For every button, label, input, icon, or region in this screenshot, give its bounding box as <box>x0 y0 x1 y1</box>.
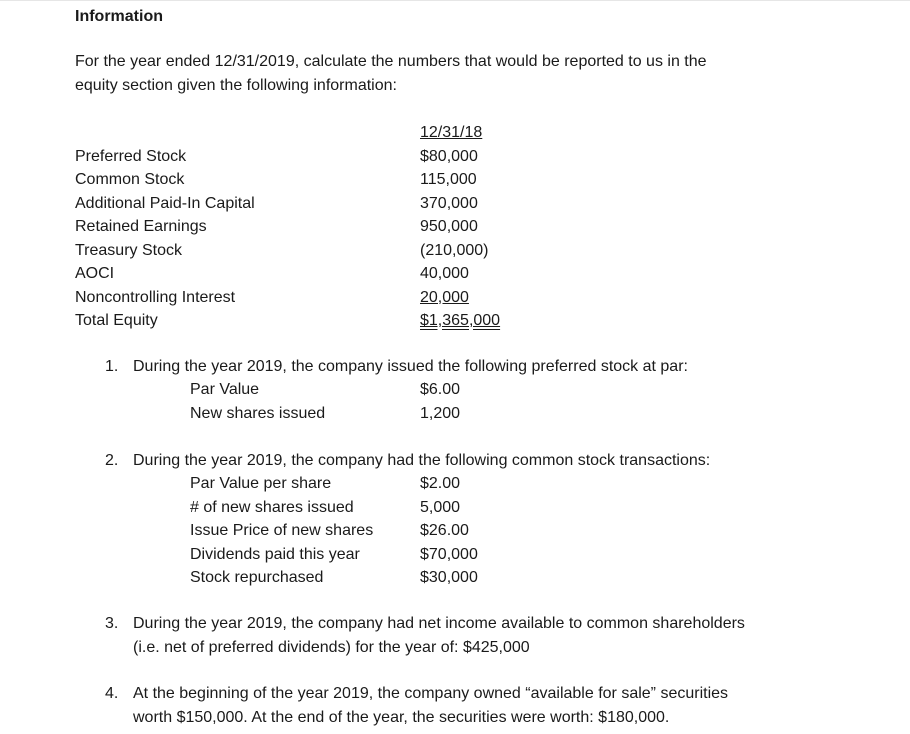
balance-total-label: Total Equity <box>75 312 158 329</box>
balance-date-header: 12/31/18 <box>420 124 483 141</box>
list-item-number: 1. <box>105 358 119 375</box>
detail-value: $2.00 <box>420 475 461 492</box>
balance-row-label: Additional Paid-In Capital <box>75 194 255 212</box>
detail-value: $6.00 <box>420 381 461 398</box>
detail-label: New shares issued <box>190 404 326 422</box>
intro-line-2: equity section given the following information: <box>75 76 397 94</box>
balance-row-label: Common Stock <box>75 171 185 188</box>
balance-row-label: AOCI <box>75 265 115 282</box>
list-item-number: 3. <box>105 615 119 632</box>
detail-value: $26.00 <box>420 522 469 539</box>
detail-label: Dividends paid this year <box>190 545 360 563</box>
list-item-text: (i.e. net of preferred dividends) for the year of: $425,000 <box>133 638 530 656</box>
balance-row-value: 115,000 <box>420 171 477 188</box>
section-heading: Information <box>75 8 163 25</box>
list-item-text: At the beginning of the year 2019, the company owned “available for sale” securities <box>133 685 729 702</box>
balance-row-label: Preferred Stock <box>75 147 187 165</box>
list-item-text: worth $150,000. At the end of the year, the securities were worth: $180,000. <box>133 708 670 726</box>
detail-label: Par Value per share <box>190 475 332 492</box>
list-item-text: During the year 2019, the company issued the following preferred stock at par: <box>133 358 688 375</box>
balance-row-value: 370,000 <box>420 194 478 212</box>
balance-row-value: 40,000 <box>420 265 469 282</box>
balance-row-label: Noncontrolling Interest <box>75 288 236 306</box>
detail-value: 5,000 <box>420 498 461 516</box>
intro-paragraph <box>75 50 835 97</box>
balance-row-value: $80,000 <box>420 147 478 165</box>
detail-value: 1,200 <box>420 404 461 422</box>
balance-row-value: 20,000 <box>420 288 469 306</box>
balance-row-label: Retained Earnings <box>75 218 207 235</box>
list-item-number: 4. <box>105 685 119 702</box>
top-divider <box>0 0 910 1</box>
list-item-number: 2. <box>105 452 119 469</box>
list-item-text: During the year 2019, the company had the following common stock transactions: <box>133 452 711 469</box>
detail-label: Stock repurchased <box>190 569 324 586</box>
balance-total-value: $1,365,000 <box>420 312 501 329</box>
detail-value: $30,000 <box>420 569 478 586</box>
balance-row-value: 950,000 <box>420 218 478 235</box>
detail-value: $70,000 <box>420 545 478 563</box>
intro-line-1: For the year ended 12/31/2019, calculate the numbers that would be reported to us in the <box>75 53 707 70</box>
balance-row-label: Treasury Stock <box>75 241 182 259</box>
detail-label: Par Value <box>190 381 260 398</box>
balance-row-value: (210,000) <box>420 241 489 259</box>
detail-label: Issue Price of new shares <box>190 522 374 539</box>
list-item-text: During the year 2019, the company had net income available to common shareholders <box>133 615 745 632</box>
detail-label: # of new shares issued <box>190 498 354 516</box>
